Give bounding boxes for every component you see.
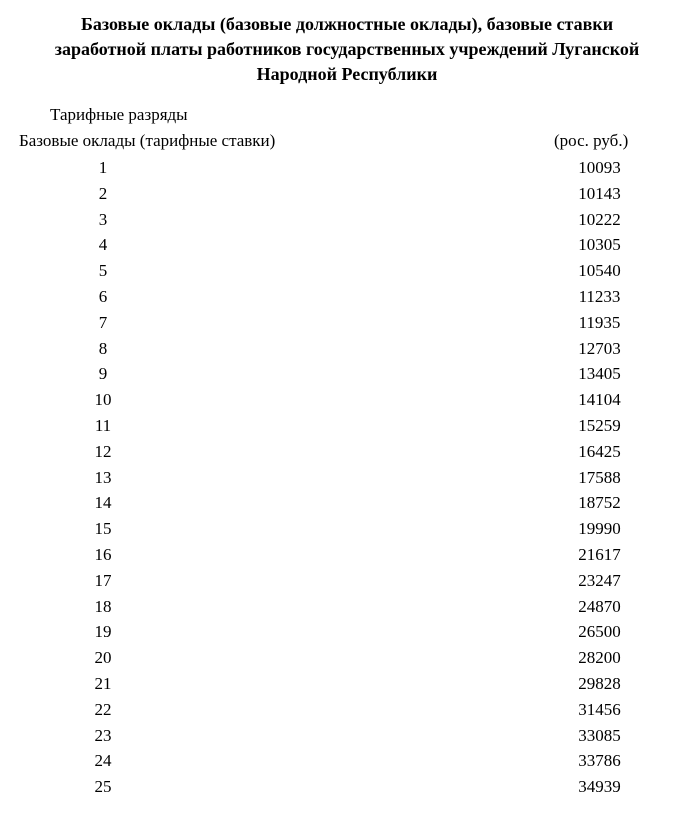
table-row bbox=[0, 207, 694, 233]
grade-cell: 17 bbox=[94, 570, 112, 590]
grade-cell: 13 bbox=[94, 467, 112, 487]
grade-cell: 18 bbox=[94, 596, 112, 616]
grade-cell: 10 bbox=[94, 390, 112, 410]
title-line: заработной платы работников государственных учреждений Луганской bbox=[54, 39, 640, 59]
rate-cell: 28200 bbox=[578, 648, 621, 668]
table-row bbox=[0, 490, 694, 516]
table-row bbox=[0, 516, 694, 542]
table-row bbox=[0, 465, 694, 491]
rate-cell: 10540 bbox=[578, 261, 621, 281]
grade-cell: 9 bbox=[98, 364, 108, 384]
grade-cell: 25 bbox=[94, 777, 112, 797]
column-header-rates: Базовые оклады (тарифные ставки) bbox=[19, 131, 276, 150]
table-row bbox=[0, 748, 694, 774]
title-line: Народной Республики bbox=[256, 64, 438, 84]
table-row bbox=[0, 284, 694, 310]
grade-cell: 8 bbox=[98, 338, 108, 358]
grade-cell: 11 bbox=[94, 415, 112, 435]
rate-cell: 26500 bbox=[578, 622, 621, 642]
rate-cell: 14104 bbox=[578, 390, 621, 410]
rate-cell: 33786 bbox=[578, 751, 621, 771]
table-row bbox=[0, 310, 694, 336]
rate-cell: 19990 bbox=[578, 519, 621, 539]
table-row bbox=[0, 361, 694, 387]
rate-cell: 33085 bbox=[578, 725, 621, 745]
table-row bbox=[0, 542, 694, 568]
column-header-unit: (рос. руб.) bbox=[554, 131, 629, 150]
rate-cell: 10222 bbox=[578, 209, 621, 229]
rate-cell: 29828 bbox=[578, 673, 621, 693]
grade-cell: 20 bbox=[94, 648, 112, 668]
grade-cell: 23 bbox=[94, 725, 112, 745]
grade-cell: 4 bbox=[98, 235, 108, 255]
grade-cell: 2 bbox=[98, 183, 108, 203]
grade-cell: 21 bbox=[94, 673, 112, 693]
document-title bbox=[0, 12, 694, 87]
grade-cell: 6 bbox=[98, 286, 108, 306]
table-row bbox=[0, 697, 694, 723]
column-header-grades: Тарифные разряды bbox=[50, 105, 188, 124]
title-line: Базовые оклады (базовые должностные оклады), базовые ставки bbox=[80, 14, 614, 34]
table-row bbox=[0, 155, 694, 181]
rate-cell: 18752 bbox=[578, 493, 621, 513]
rate-cell: 12703 bbox=[578, 338, 621, 358]
table-row bbox=[0, 723, 694, 749]
rate-cell: 34939 bbox=[578, 777, 621, 797]
table-row bbox=[0, 671, 694, 697]
table-row bbox=[0, 181, 694, 207]
grade-cell: 19 bbox=[94, 622, 112, 642]
rate-cell: 15259 bbox=[578, 415, 621, 435]
rate-cell: 10305 bbox=[578, 235, 621, 255]
grade-cell: 3 bbox=[98, 209, 108, 229]
table-row bbox=[0, 439, 694, 465]
rate-cell: 13405 bbox=[578, 364, 621, 384]
table-row bbox=[0, 258, 694, 284]
grade-cell: 5 bbox=[98, 261, 108, 281]
rate-cell: 23247 bbox=[578, 570, 621, 590]
rate-cell: 31456 bbox=[578, 699, 621, 719]
table-row bbox=[0, 619, 694, 645]
table-row bbox=[0, 645, 694, 671]
rates-table bbox=[0, 155, 694, 800]
grade-cell: 15 bbox=[94, 519, 112, 539]
table-row bbox=[0, 232, 694, 258]
grade-cell: 16 bbox=[94, 544, 112, 564]
rate-cell: 17588 bbox=[578, 467, 621, 487]
grade-cell: 1 bbox=[98, 158, 108, 177]
rate-cell: 21617 bbox=[578, 544, 621, 564]
table-row bbox=[0, 336, 694, 362]
grade-cell: 14 bbox=[94, 493, 112, 513]
grade-cell: 22 bbox=[94, 699, 112, 719]
table-row bbox=[0, 568, 694, 594]
grade-cell: 24 bbox=[94, 751, 112, 771]
rate-cell: 11935 bbox=[578, 312, 621, 332]
rate-cell: 10093 bbox=[578, 158, 621, 177]
table-row bbox=[0, 387, 694, 413]
rate-cell: 16425 bbox=[578, 441, 621, 461]
grade-cell: 12 bbox=[94, 441, 112, 461]
rate-cell: 10143 bbox=[578, 183, 621, 203]
table-row bbox=[0, 774, 694, 800]
table-row bbox=[0, 594, 694, 620]
table-row bbox=[0, 413, 694, 439]
rate-cell: 11233 bbox=[578, 286, 621, 306]
grade-cell: 7 bbox=[98, 312, 108, 332]
rate-cell: 24870 bbox=[578, 596, 621, 616]
